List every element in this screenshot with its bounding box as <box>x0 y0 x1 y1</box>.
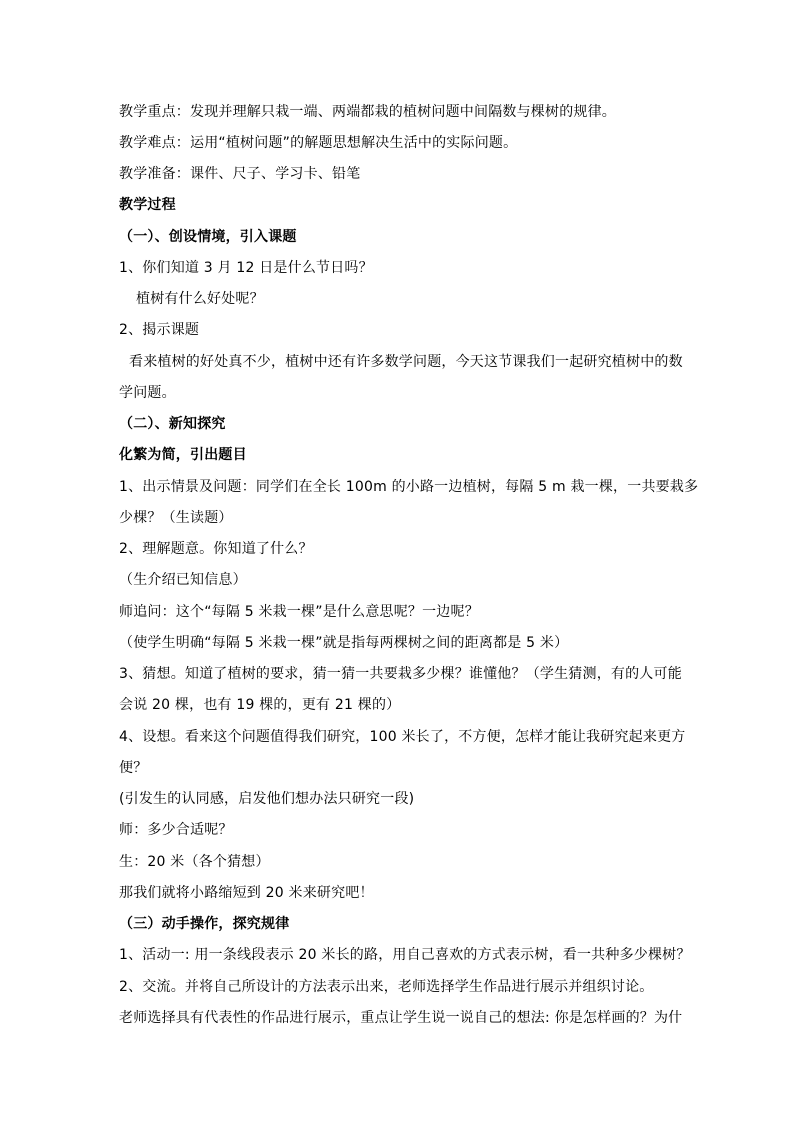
section-heading-2: （二）、新知探究 <box>119 416 226 432</box>
section-heading-1: （一）、创设情境，引入课题 <box>119 229 297 245</box>
paragraph-line: 1、你们知道 3 月 12 日是什么节日吗？ <box>119 260 373 276</box>
paragraph-line: 2、揭示课题 <box>119 322 200 338</box>
paragraph-line: 少棵？（生读题） <box>119 510 233 526</box>
paragraph-line: 2、理解题意。你知道了什么？ <box>119 541 313 557</box>
paragraph-line: 那我们就将小路缩短到 20 米来研究吧！ <box>119 885 374 901</box>
paragraph-line: （生介绍已知信息） <box>119 572 247 588</box>
teaching-difficulty: 教学难点：运用“植树问题”的解题思想解决生活中的实际问题。 <box>119 135 518 151</box>
paragraph-line: 4、设想。看来这个问题值得我们研究，100 米长了，不方便，怎样才能让我研究起来更方 <box>119 729 686 745</box>
section-heading-process: 教学过程 <box>119 197 176 213</box>
paragraph-line: （使学生明确“每隔 5 米栽一棵”就是指每两棵树之间的距离都是 5 米） <box>119 635 569 651</box>
paragraph-line: (引发生的认同感，启发他们想办法只研究一段) <box>119 791 415 807</box>
paragraph-line: 1、活动一: 用一条线段表示 20 米长的路，用自己喜欢的方式表示树，看一共种多少棵树？ <box>119 947 691 963</box>
paragraph-line: 3、猜想。知道了植树的要求，猜一猜一共要栽多少棵？谁懂他？（学生猜测，有的人可能 <box>119 666 682 682</box>
paragraph-line: 看来植树的好处真不少，植树中还有许多数学问题，今天这节课我们一起研究植树中的数 <box>129 354 683 370</box>
paragraph-line: 生：20 米（各个猜想） <box>119 854 270 870</box>
paragraph-line: 2、交流。并将自己所设计的方法表示出来，老师选择学生作品进行展示并组织讨论。 <box>119 979 654 995</box>
paragraph-line: 学问题。 <box>119 385 176 401</box>
subsection-heading: 化繁为简，引出题目 <box>119 447 247 463</box>
paragraph-line: 便？ <box>119 760 148 776</box>
paragraph-line: 1、出示情景及问题：同学们在全长 100m 的小路一边植树，每隔 5 m 栽一棵，一共要栽多 <box>119 479 699 495</box>
paragraph-line: 师：多少合适呢？ <box>119 822 233 838</box>
paragraph-line: 老师选择具有代表性的作品进行展示，重点让学生说一说自己的想法: 你是怎样画的？为什 <box>119 1010 683 1026</box>
section-heading-3: （三）动手操作，探究规律 <box>119 916 290 932</box>
paragraph-line: 师追问：这个“每隔 5 米栽一棵”是什么意思呢？一边呢？ <box>119 604 479 620</box>
teaching-focus: 教学重点：发现并理解只栽一端、两端都栽的植树问题中间隔数与棵树的规律。 <box>119 104 616 120</box>
paragraph-line: 植树有什么好处呢？ <box>136 291 264 307</box>
teaching-preparation: 教学准备：课件、尺子、学习卡、铅笔 <box>119 166 361 182</box>
paragraph-line: 会说 20 棵，也有 19 棵的，更有 21 棵的） <box>119 697 401 713</box>
